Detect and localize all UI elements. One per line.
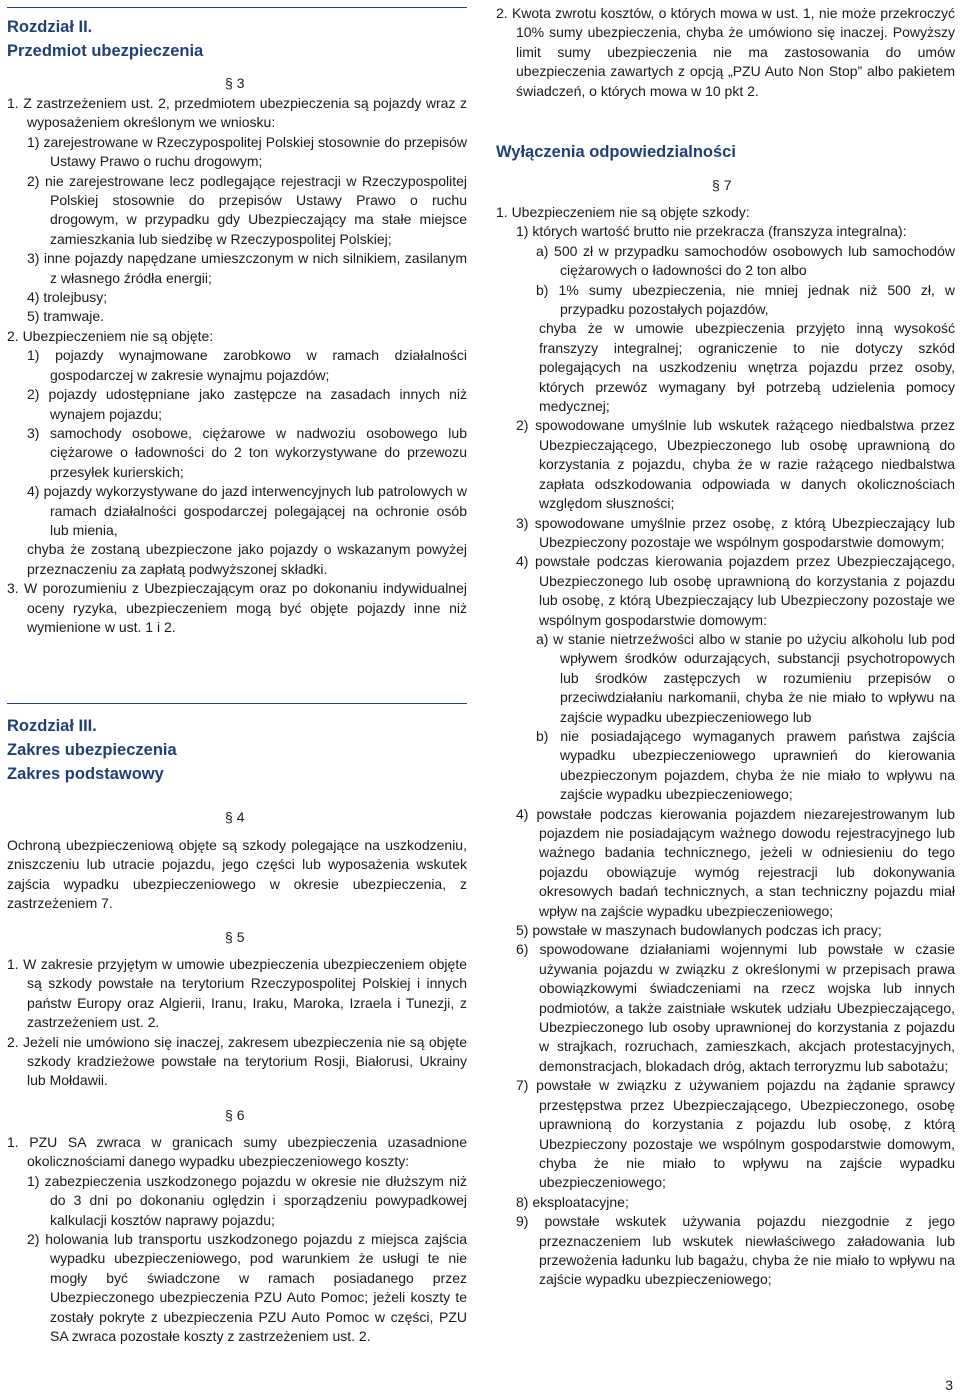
section-5-par-2: 2. Jeżeli nie umówiono się inaczej, zakresem ubezpieczenia nie są objęte szkody kradzieżowe powstałe na terytorium Rosji, Białorusi, Ukrainy lub Mołdawii. [7, 1033, 467, 1089]
list-item: 4) powstałe podczas kierowania pojazdem niezarejestrowanym lub pojazdem nie posiadającym ważnego dowodu rejestracyjnego lub ważnego badania technicznego, jeżeli w odniesieniu do tego pojazdu obowiązuje wymóg rejestracji lub dokonywania okresowych badań technicznych, a stan techniczny pojazdu miał wpływ na zajście wypadku ubezpieczeniowego; [516, 805, 955, 919]
section-4-body: Ochroną ubezpieczeniową objęte są szkody polegające na uszkodzeniu, zniszczeniu lub utracie pojazdu, jego części lub wyposażenia wskutek zajścia wypadku ubezpieczeniowego w okresie ubezpieczenia, z zastrzeżeniem 7. [7, 837, 467, 912]
section-6-heading: § 6 [225, 1107, 245, 1123]
section-5-body [7, 955, 467, 1091]
section-6-par-2 [496, 4, 955, 101]
section-4-heading: § 4 [225, 809, 245, 825]
list-item: 3) samochody osobowe, ciężarowe w nadwoziu osobowego lub ciężarowe o ładowności do 2 ton wykorzystywane do przewozu przesyłek kurierskich; [27, 424, 467, 480]
list-item-tail: chyba że w umowie ubezpieczenia przyjęto inną wysokość franszyzy integralnej; ograniczenie to nie dotyczy szkód polegających na uszkodzeniu wnętrza pojazdu przez osoby, których przewóz wymagany był potrzebą udzielenia pomocy medycznej; [539, 320, 955, 415]
section-5-par-1: 1. W zakresie przyjętym w umowie ubezpieczenia ubezpieczeniem objęte są szkody powstałe na terytorium Rzeczypospolitej Polskiej i innych państw Europy oraz Algierii, Iranu, Iraku, Maroka, Izraela i Tunezji, z zastrzeżeniem ust. 2. [7, 956, 467, 1031]
list-item: 5) powstałe w maszynach budowlanych podczas ich pracy; [516, 922, 882, 939]
sub-list-item: b) nie posiadającego wymaganych prawem państwa zajścia wypadku ubezpieczeniowego uprawnień do kierowania ubezpieczonym pojazdem, chyba że nie miało to wpływu na zajście wypadku ubezpieczeniowego; [536, 727, 955, 803]
sub-list-item: b) 1% sumy ubezpieczenia, nie mniej jednak niż 500 zł, w przypadku pozostałych pojazdów, [536, 281, 955, 318]
list-item: 4) trolejbusy; [27, 289, 108, 306]
list-item: 2) pojazdy udostępniane jako zastępcze na zasadach innych niż wynajem pojazdu; [27, 386, 467, 422]
section-6-par-1: 1. PZU SA zwraca w granicach sumy ubezpieczenia uzasadnione okolicznościami danego wypadku ubezpieczeniowego koszty: [7, 1134, 467, 1170]
list-item: 9) powstałe wskutek używania pojazdu niezgodnie z jego przeznaczeniem lub wskutek niewłaściwego załadowania lub przewożenia ładunku lub bagażu, chyba że nie miało to wpływu na zajście wypadku ubezpieczeniowego; [516, 1213, 955, 1288]
list-item: 1) zarejestrowane w Rzeczypospolitej Polskiej stosownie do przepisów Ustawy Prawo o ruchu drogowym; [27, 133, 467, 170]
section-3-heading: § 3 [225, 75, 245, 91]
section-5-heading: § 5 [225, 929, 245, 945]
section-3-par-1: 1. Z zastrzeżeniem ust. 2, przedmiotem ubezpieczenia są pojazdy wraz z wyposażeniem określonym we wniosku: [7, 95, 467, 131]
section-7-heading: § 7 [712, 177, 732, 193]
list-item: 3) inne pojazdy napędzane umieszczonym w nich silnikiem, zasilanym z własnego źródła energii; [27, 250, 467, 286]
chapter-3-title: Rozdział III. [7, 717, 97, 735]
sub-list-item: a) 500 zł w przypadku samochodów osobowych lub samochodów ciężarowych o ładowności do 2 ton albo [536, 242, 955, 279]
list-item: 2) nie zarejestrowane lecz podlegające rejestracji w Rzeczypospolitej Polskiej stosownie do przepisów Ustawy Prawo o ruchu drogowym, w przypadku gdy Ubezpieczający ma stałe miejsce zamieszkania lub siedzibę w Rzeczypospolitej Polskiej; [27, 172, 467, 247]
section-6-par-2-text: 2. Kwota zwrotu kosztów, o których mowa w ust. 1, nie może przekroczyć 10% sumy ubezpieczenia, chyba że umówiono się inaczej. Powyższy limit sumy ubezpieczenia nie ma zastosowania do umów ubezpieczenia zawartych z opcją „PZU Auto Non Stop” albo pakietem świadczeń, o których mowa w 10 pkt 2. [496, 5, 955, 99]
section-3-par-2: 2. Ubezpieczeniem nie są objęte: [7, 327, 214, 344]
section-7-par-1: 1. Ubezpieczeniem nie są objęte szkody: [496, 204, 750, 220]
list-item: 4) powstałe podczas kierowania pojazdem przez Ubezpieczającego, Ubezpieczonego lub osobę uprawnioną do korzystania z pojazdu lub osobę, z którą Ubezpieczający lub Ubezpieczony pozostaje we wspólnym gospodarstwie domowym: [516, 553, 955, 628]
list-item: 1) pojazdy wynajmowane zarobkowo w ramach działalności gospodarczej w zakresie wynajmu pojazdów; [27, 347, 467, 383]
list-item: 6) spowodowane działaniami wojennymi lub powstałe w czasie używania pojazdu w związku z określonymi w przepisach prawa obowiązkowymi świadczeniami na rzecz wojska lub innych podmiotów, a także zaistniałe wskutek udziału Ubezpieczającego, Ubezpieczonego lub osoby uprawnionej do korzystania z pojazdu w strajkach, rozruchach, zamieszkach, akcjach protestacyjnych, demonstracjach, blokadach dróg, aktach terroryzmu lub sabotażu; [516, 941, 955, 1074]
list-item: 3) spowodowane umyślnie przez osobę, z którą Ubezpieczający lub Ubezpieczony pozostaje we wspólnym gospodarstwie domowym; [516, 514, 955, 550]
list-item: 1) których wartość brutto nie przekracza (franszyza integralna): [516, 223, 907, 240]
list-item: 4) pojazdy wykorzystywane do jazd interwencyjnych lub patrolowych w ramach działalności gospodarczej polegającej na ochronie osób lub mienia, [27, 483, 467, 538]
section-3-par-2-tail: chyba że zostaną ubezpieczone jako pojazdy o wskazanym powyżej przeznaczeniu za zapłatą podwyższonej składki. [27, 541, 467, 577]
chapter-3-subtitle: Zakres ubezpieczenia [7, 741, 177, 759]
list-item: 5) tramwaje. [27, 308, 105, 325]
divider [7, 7, 467, 8]
section-7-body [496, 203, 955, 1290]
chapter-2-subtitle: Przedmiot ubezpieczenia [7, 42, 204, 60]
section-6-body [7, 1133, 467, 1346]
list-item: 8) eksploatacyjne; [516, 1193, 629, 1210]
section-3-par-3: 3. W porozumieniu z Ubezpieczającym oraz po dokonaniu indywidualnej oceny ryzyka, ubezpieczeniem mogą być objęte pojazdy inne niż wymienione w ust. 1 i 2. [7, 580, 467, 635]
list-item: 2) spowodowane umyślnie lub wskutek rażącego niedbalstwa przez Ubezpieczającego, Ubezpieczonego lub osobę uprawnioną do korzystania z pojazdu, chyba że w razie rażącego niedbalstwa zapłata odszkodowania odpowiada w danych okolicznościach względom słuszności; [516, 417, 955, 512]
chapter-3-subtitle-2: Zakres podstawowy [7, 765, 164, 783]
chapter-2-title: Rozdział II. [7, 18, 93, 36]
exclusions-heading: Wyłączenia odpowiedzialności [496, 143, 736, 161]
sub-list-item: a) w stanie nietrzeźwości albo w stanie po użyciu alkoholu lub pod wpływem środków odurzających, substancji psychotropowych lub środków zastępczych w rozumieniu przepisów o przeciwdziałaniu narkomanii, chyba że nie miało to wpływu na zajście wypadku ubezpieczeniowego lub [536, 630, 955, 725]
divider [7, 703, 467, 704]
section-3-body [7, 94, 467, 637]
list-item: 7) powstałe w związku z używaniem pojazdu na żądanie sprawcy przestępstwa przez Ubezpieczającego, Ubezpieczonego, osobę uprawnioną do korzystania z pojazdu lub osobę, z którą Ubezpieczony pozostaje we wspólnym gospodarstwie domowym, chyba że nie miało to wpływu na zajście wypadku ubezpieczeniowego; [516, 1077, 955, 1191]
list-item: 1) zabezpieczenia uszkodzonego pojazdu w okresie nie dłuższym niż do 3 dni po dokonaniu oględzin i sporządzeniu powypadkowej kalkulacji kosztów naprawy pojazdu; [27, 1172, 467, 1228]
list-item: 2) holowania lub transportu uszkodzonego pojazdu z miejsca zajścia wypadku ubezpieczeniowego, pod warunkiem że usługi te nie mogły być świadczone w ramach posiadanego przez Ubezpieczonego ubezpieczenia PZU Auto Pomoc; jeżeli koszty te zostały pokryte z ubezpieczenia PZU Auto Pomoc w części, PZU SA zwraca pozostałe koszty z zastrzeżeniem ust. 2. [27, 1231, 467, 1345]
page-number: 3 [945, 1377, 953, 1393]
